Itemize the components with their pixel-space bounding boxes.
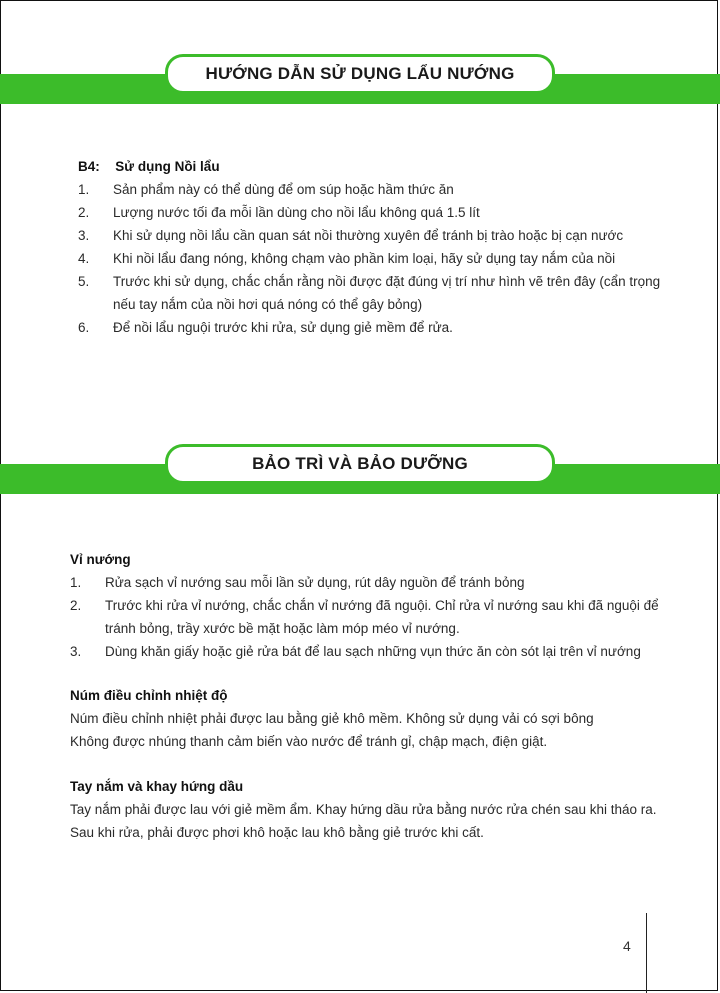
section-usage [78,155,668,339]
list-item: 2. Trước khi rửa vỉ nướng, chắc chắn vỉ nướng đã nguội. Chỉ rửa vỉ nướng sau khi đã nguội để tránh bỏng, trầy xước bề mặt hoặc làm móp méo vỉ nướng. [70,598,659,636]
grill-heading: Vỉ nướng [70,552,131,567]
knob-text-line2: Không được nhúng thanh cảm biến vào nước để tránh gỉ, chập mạch, điện giật. [70,734,548,749]
section-handle [70,775,665,844]
section-grill [70,548,665,663]
step-heading [78,155,668,178]
section-knob [70,684,665,753]
banner-usage-guide [165,54,555,94]
banner-title-maintenance: BẢO TRÌ VÀ BẢO DƯỠNG [252,454,468,473]
step-label: B4: [78,159,100,174]
handle-heading: Tay nắm và khay hứng dầu [70,779,244,794]
banner-maintenance [165,444,555,484]
list-item: 1. Sản phẩm này có thể dùng để om súp hoặc hầm thức ăn [78,182,454,197]
page-number-divider [646,913,647,993]
list-item: 3. Khi sử dụng nồi lẩu cần quan sát nồi thường xuyên để tránh bị trào hoặc bị cạn nước [78,228,624,243]
handle-text: Tay nắm phải được lau với giẻ mềm ẩm. Khay hứng dầu rửa bằng nước rửa chén sau khi tháo ra. Sau khi rửa, phải được phơi khô hoặc lau khô bằng giẻ trước khi cất. [70,802,657,840]
list-item: 1. Rửa sạch vỉ nướng sau mỗi lần sử dụng, rút dây nguồn để tránh bỏng [70,575,525,590]
knob-text-line1: Núm điều chỉnh nhiệt phải được lau bằng giẻ khô mềm. Không sử dụng vải có sợi bông [70,711,594,726]
step-title: Sử dụng Nồi lẩu [115,159,220,174]
page-number: 4 [623,938,631,954]
list-item: 4. Khi nồi lẩu đang nóng, không chạm vào phần kim loại, hãy sử dụng tay nắm của nồi [78,251,616,266]
list-item: 5. Trước khi sử dụng, chắc chắn rằng nồi được đặt đúng vị trí như hình vẽ trên đây (cẩn trọng nếu tay nắm của nồi hơi quá nóng có thể gây bỏng) [78,274,661,312]
list-item: 2. Lượng nước tối đa mỗi lần dùng cho nồi lẩu không quá 1.5 lít [78,205,480,220]
list-item: 6. Để nồi lẩu nguội trước khi rửa, sử dụng giẻ mềm để rửa. [78,320,453,335]
list-item: 3. Dùng khăn giấy hoặc giẻ rửa bát để lau sạch những vụn thức ăn còn sót lại trên vỉ nướng [70,644,641,659]
knob-heading: Núm điều chỉnh nhiệt độ [70,688,228,703]
banner-title-usage: HƯỚNG DẪN SỬ DỤNG LẨU NƯỚNG [205,64,515,83]
